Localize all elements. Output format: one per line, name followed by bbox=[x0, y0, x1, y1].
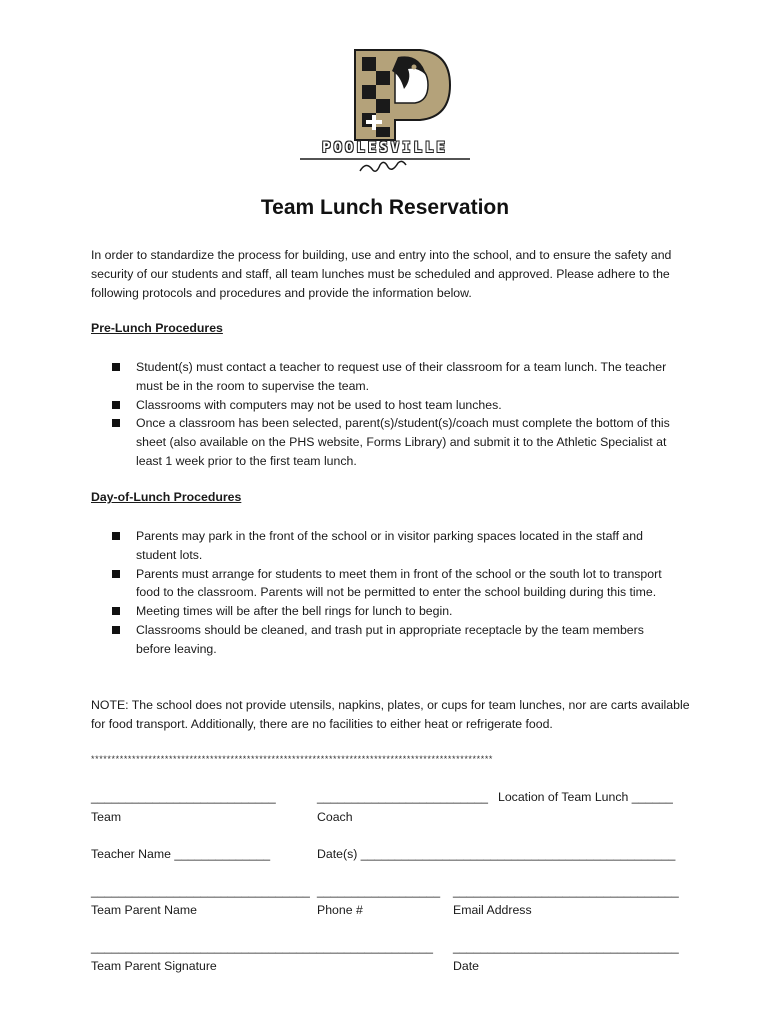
school-logo bbox=[300, 45, 470, 175]
list-item: Student(s) must contact a teacher to request use of their classroom for a team lunch. The teacher must be in the room to supervise the team. bbox=[110, 358, 680, 396]
coach-label: Coach bbox=[317, 810, 353, 824]
note-paragraph: NOTE: The school does not provide utensils, napkins, plates, or cups for team lunches, nor are carts available for food transport. Additionally, there are no facilities to either heat or refrigerate food. bbox=[91, 698, 690, 731]
phone-field[interactable]: __________________ bbox=[317, 884, 441, 898]
day-of-lunch-list bbox=[110, 527, 680, 659]
list-item: Classrooms with computers may not be used to host team lunches. bbox=[110, 396, 680, 415]
parent-name-label: Team Parent Name bbox=[91, 903, 197, 917]
signature-field[interactable]: __________________________________________________ bbox=[91, 940, 433, 954]
list-item: Parents may park in the front of the school or in visitor parking spaces located in the staff and student lots. bbox=[110, 527, 680, 565]
email-field[interactable]: _________________________________ bbox=[453, 884, 679, 898]
date-label: Date bbox=[453, 959, 479, 973]
teacher-name-field[interactable]: Teacher Name ______________ bbox=[91, 847, 271, 861]
intro-paragraph: In order to standardize the process for building, use and entry into the school, and to ensure the safety and security of our students and staff, all team lunches must be scheduled and approved. Please adhere to the following protocols and procedures and provide the information below. bbox=[91, 248, 672, 300]
location-field[interactable]: Location of Team Lunch ______ bbox=[498, 790, 673, 804]
school-name-wordmark: POOLESVILLE bbox=[322, 140, 448, 156]
list-item: Meeting times will be after the bell rings for lunch to begin. bbox=[110, 602, 680, 621]
date-field[interactable]: _________________________________ bbox=[453, 940, 679, 954]
page-title: Team Lunch Reservation bbox=[260, 196, 510, 219]
team-field[interactable]: ___________________________ bbox=[91, 790, 276, 804]
day-of-lunch-heading: Day-of-Lunch Procedures bbox=[91, 490, 242, 504]
bullet-icon bbox=[112, 626, 120, 634]
bullet-icon bbox=[112, 363, 120, 371]
email-label: Email Address bbox=[453, 903, 532, 917]
parent-name-field[interactable]: ________________________________ bbox=[91, 884, 310, 898]
list-item: Classrooms should be cleaned, and trash put in appropriate receptacle by the team members before leaving. bbox=[110, 621, 680, 659]
script-signature-line bbox=[300, 157, 470, 175]
separator-stars: ************************************************************************************************** bbox=[91, 754, 494, 764]
coach-field[interactable]: _________________________ bbox=[317, 790, 488, 804]
bullet-icon bbox=[112, 607, 120, 615]
phone-label: Phone # bbox=[317, 903, 363, 917]
bullet-icon bbox=[112, 570, 120, 578]
list-item: Once a classroom has been selected, parent(s)/student(s)/coach must complete the bottom of this sheet (also available on the PHS website, Forms Library) and submit it to the Athletic Specialist at least 1 week prior to the first team lunch. bbox=[110, 414, 680, 470]
pre-lunch-list bbox=[110, 358, 680, 471]
bullet-icon bbox=[112, 401, 120, 409]
signature-label: Team Parent Signature bbox=[91, 959, 217, 973]
team-label: Team bbox=[91, 810, 122, 824]
bullet-icon bbox=[112, 532, 120, 540]
bullet-icon bbox=[112, 419, 120, 427]
pre-lunch-heading: Pre-Lunch Procedures bbox=[91, 321, 223, 335]
dates-field[interactable]: Date(s) ______________________________________________ bbox=[317, 847, 676, 861]
list-item: Parents must arrange for students to meet them in front of the school or the south lot to transport food to the classroom. Parents will not be permitted to enter the school building during this time. bbox=[110, 565, 680, 603]
